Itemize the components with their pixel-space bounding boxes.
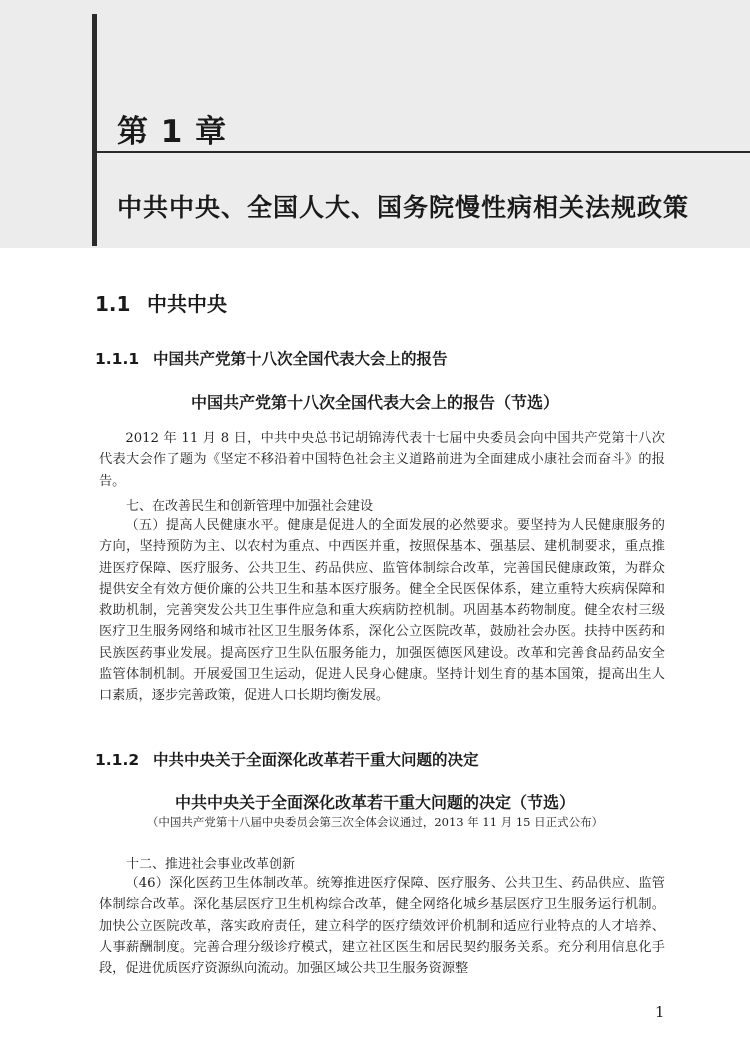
subsection-title: 中国共产党第十八次全国代表大会上的报告 — [153, 350, 448, 368]
document-title: 中国共产党第十八次全国代表大会上的报告（节选） — [190, 393, 559, 412]
chapter-title: 中共中央、全国人大、国务院慢性病相关法规政策 — [117, 193, 690, 222]
subsection-title: 中共中央关于全面深化改革若干重大问题的决定 — [153, 751, 479, 769]
intro-paragraph: 2012 年 11 月 8 日，中共中央总书记胡锦涛代表十七届中央委员会向中国共产党第十八次代表大会作了题为《坚定不移沿着中国特色社会主义道路前进为全面建成小康社会而奋斗》的报告。 — [99, 431, 665, 489]
document-note: （中国共产党第十八届中央委员会第三次全体会议通过，2013 年 11 月 15 日正式公布） — [146, 815, 604, 829]
item-subheading: 十二、推进社会事业改革创新 — [126, 857, 296, 872]
document-title: 中共中央关于全面深化改革若干重大问题的决定（节选） — [174, 793, 575, 812]
chapter-horizontal-rule — [92, 151, 750, 153]
section-heading-1-1-2 — [95, 748, 479, 770]
chapter-number: 第 1 章 — [117, 114, 228, 150]
body-paragraph: （46）深化医药卫生体制改革。统筹推进医疗保障、医疗服务、公共卫生、药品供应、监管体制综合改革。深化基层医疗卫生机构综合改革，健全网络化城乡基层医疗卫生服务运行机制。加快公立医院改革，落实政府责任，建立科学的医疗绩效评价机制和适应行业特点的人才培养、人事薪酬制度。完善合理分级诊疗模式，建立社区医生和居民契约服务关系。充分利用信息化手段，促进优质医疗资源纵向流动。加强区域公共卫生服务资源整 — [99, 876, 665, 977]
body-paragraph: （五）提高人民健康水平。健康是促进人的全面发展的必然要求。要坚持为人民健康服务的方向，坚持预防为主、以农村为重点、中西医并重，按照保基本、强基层、建机制要求，重点推进医疗保障、医疗服务、公共卫生、药品供应、监管体制综合改革，完善国民健康政策，为群众提供安全有效方便价廉的公共卫生和基本医疗服务。健全全民医保体系，建立重特大疾病保障和救助机制，完善突发公共卫生事件应急和重大疾病防控机制。巩固基本药物制度。健全农村三级医疗卫生服务网络和城市社区卫生服务体系，深化公立医院改革，鼓励社会办医。扶持中医药和民族医药事业发展。提高医疗卫生队伍服务能力，加强医德医风建设。改革和完善食品药品安全监管体制机制。开展爱国卫生运动，促进人民身心健康。坚持计划生育的基本国策，提高出生人口素质，逐步完善政策，促进人口长期均衡发展。 — [99, 518, 665, 704]
section-title: 中共中央 — [147, 292, 227, 316]
subsection-number: 1.1.1 — [95, 350, 140, 368]
item-subheading: 七、在改善民生和创新管理中加强社会建设 — [126, 499, 374, 514]
section-heading-1-1 — [95, 288, 227, 317]
chapter-vertical-rule — [92, 14, 97, 246]
section-number: 1.1 — [95, 292, 131, 316]
subsection-number: 1.1.2 — [95, 751, 140, 769]
chapter-header-band — [0, 0, 750, 248]
page-number: 1 — [655, 1003, 665, 1021]
section-heading-1-1-1 — [95, 347, 448, 369]
